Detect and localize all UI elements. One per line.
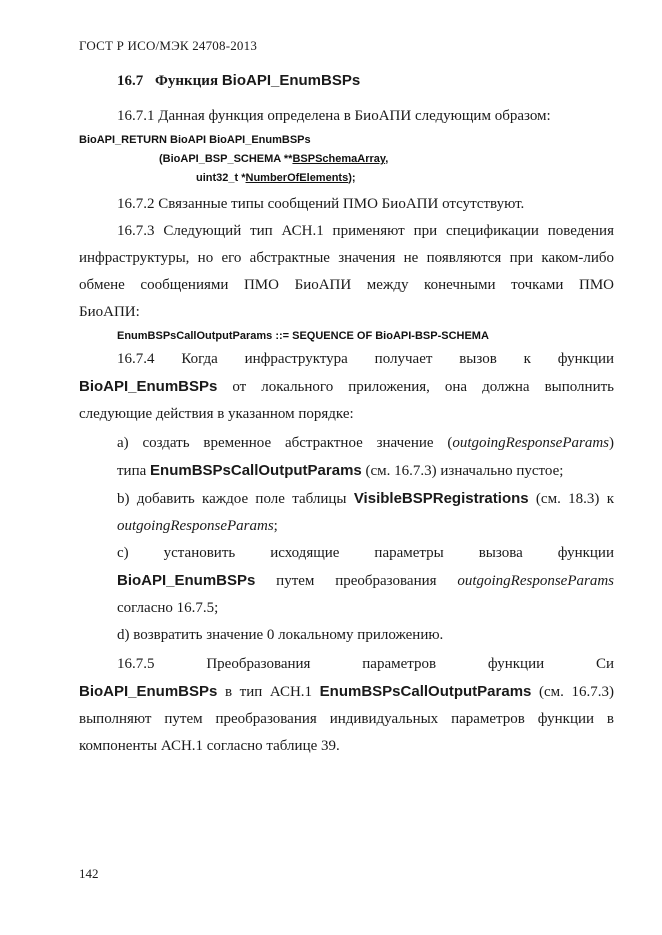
paragraph-16-7-5: 16.7.5 Преобразования параметров функции Си BioAPI_EnumBSPs в тип АСН.1 EnumBSPsCallOutputParams (см. 16.7.3) выполняют путем преобразования индивидуальных параметров функции в компоненты АСН.1 согласно таблице 39. [79, 656, 614, 754]
page-number: 142 [79, 866, 99, 881]
function-name: BioAPI_EnumBSPs [79, 378, 218, 395]
code-block [79, 131, 614, 188]
page-content [79, 64, 614, 760]
list-item-b: b) добавить каждое поле таблицы VisibleBSPRegistrations (см. 18.3) к outgoingResponseParams; [117, 490, 614, 534]
section-prefix: Функция [155, 73, 219, 89]
list-item-d: d) возвратить значение 0 локальному приложению. [117, 627, 444, 643]
list-item-c: c) установить исходящие параметры вызова функции BioAPI_EnumBSPs путем преобразования outgoingResponseParams согласно 16.7.5; [117, 545, 614, 616]
paragraph-16-7-2: 16.7.2 Связанные типы сообщений ПМО БиоАПИ отсутствуют. [117, 196, 525, 212]
section-title [117, 70, 614, 92]
param-bspschemaarray: BSPSchemaArray [292, 153, 386, 165]
function-name: BioAPI_EnumBSPs [79, 683, 218, 700]
paragraph-16-7-1: 16.7.1 Данная функция определена в БиоАПИ следующим образом: [117, 108, 551, 124]
section-number: 16.7 [117, 73, 144, 89]
list-item-a: a) создать временное абстрактное значение (outgoingResponseParams) типа EnumBSPsCallOutputParams (см. 16.7.3) изначально пустое; [117, 435, 614, 479]
code-line-2: (BioAPI_BSP_SCHEMA **BSPSchemaArray, [159, 153, 389, 165]
section-function-name: BioAPI_EnumBSPs [221, 72, 361, 89]
table-name: VisibleBSPRegistrations [353, 490, 529, 507]
paragraph-16-7-3: 16.7.3 Следующий тип АСН.1 применяют при спецификации поведения инфраструктуры, но его абстрактные значения не появляются при каком-либо обмене сообщениями ПМО БиоАПИ между конечными точками ПМО БиоАПИ: [79, 223, 614, 320]
param-numberofelements: NumberOfElements [245, 172, 349, 184]
code-line-1: BioAPI_RETURN BioAPI BioAPI_EnumBSPs [79, 134, 311, 146]
function-name: BioAPI_EnumBSPs [117, 572, 256, 589]
type-name: EnumBSPsCallOutputParams [150, 462, 362, 479]
paragraph-16-7-4: 16.7.4 Когда инфраструктура получает вызов к функции BioAPI_EnumBSPs от локального приложения, она должна выполнить следующие действия в указанном порядке: [79, 351, 614, 422]
type-name: EnumBSPsCallOutputParams [319, 683, 532, 700]
code-line-3: uint32_t *NumberOfElements); [196, 172, 356, 184]
asn-definition: EnumBSPsCallOutputParams ::= SEQUENCE OF BioAPI-BSP-SCHEMA [117, 330, 489, 342]
document-header: ГОСТ Р ИСО/МЭК 24708-2013 [79, 38, 258, 53]
